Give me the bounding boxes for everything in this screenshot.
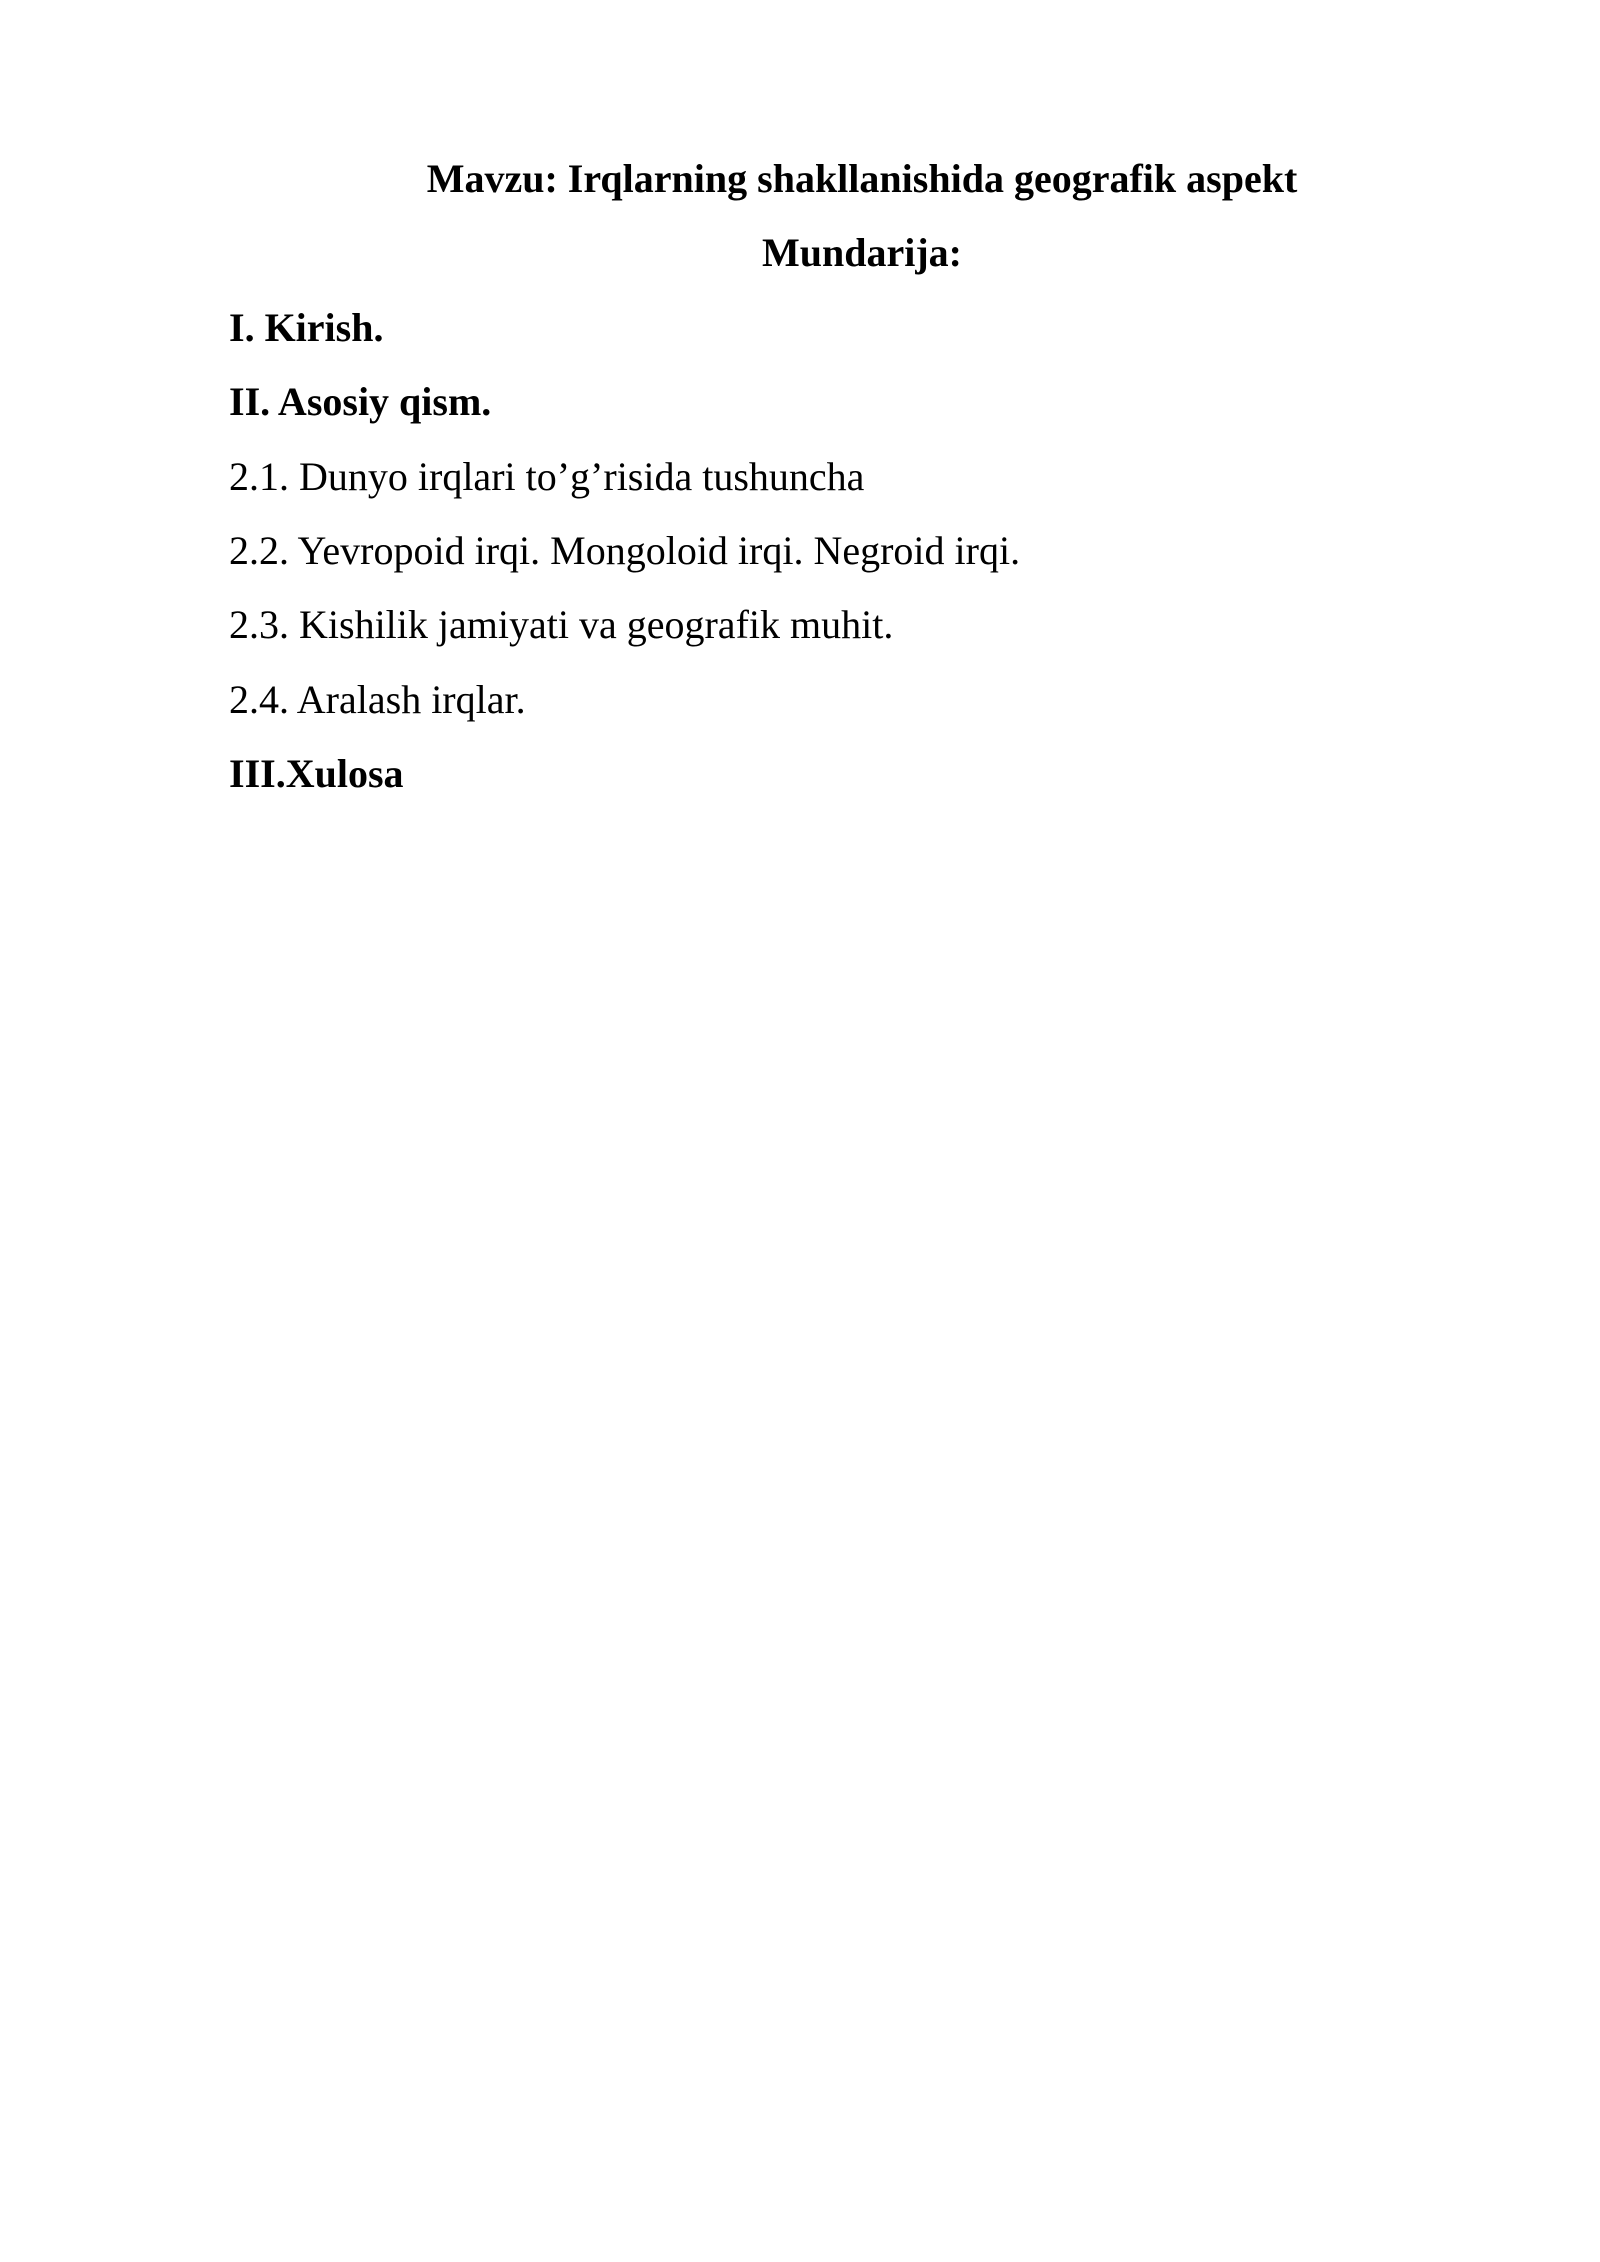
toc-item-2-4: 2.4. Aralash irqlar. [229, 677, 526, 722]
toc-item-2-2: 2.2. Yevropoid irqi. Mongoloid irqi. Negroid irqi. [229, 528, 1021, 573]
toc-item-2-3: 2.3. Kishilik jamiyati va geografik muhit. [229, 602, 894, 647]
toc-item-conclusion: III.Xulosa [229, 751, 404, 796]
toc-item-main-part: II. Asosiy qism. [229, 379, 492, 424]
toc-item-2-1: 2.1. Dunyo irqlari to’g’risida tushuncha [229, 454, 865, 499]
toc-heading: Mundarija: [762, 230, 962, 275]
document-title: Mavzu: Irqlarning shakllanishida geografik aspekt [426, 156, 1298, 201]
toc-item-introduction: I. Kirish. [229, 305, 384, 350]
